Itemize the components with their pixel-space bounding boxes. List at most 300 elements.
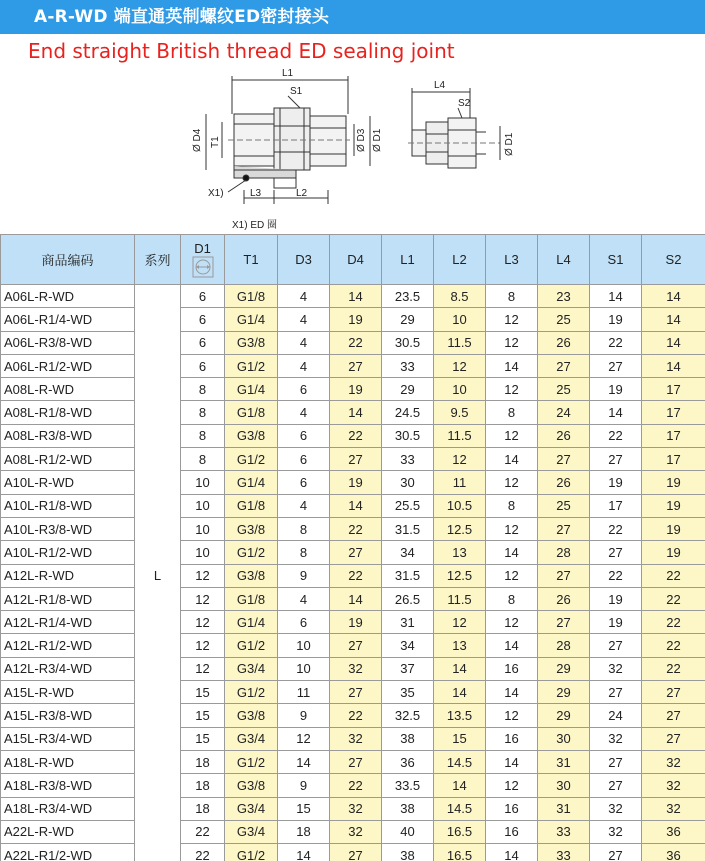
cell-d1: 18	[181, 797, 225, 820]
col-header-l2: L2	[434, 235, 486, 285]
cell-s2: 22	[642, 634, 705, 657]
cell-l1: 35	[382, 681, 434, 704]
cell-s2: 27	[642, 704, 705, 727]
cell-t1: G1/4	[225, 308, 278, 331]
cell-l3: 16	[486, 797, 538, 820]
col-header-d3: D3	[278, 235, 330, 285]
cell-d4: 19	[330, 611, 382, 634]
cell-l1: 40	[382, 820, 434, 843]
cell-s1: 22	[590, 517, 642, 540]
col-header-s2: S2	[642, 235, 705, 285]
cell-s2: 22	[642, 587, 705, 610]
cell-s2: 19	[642, 517, 705, 540]
cell-l3: 16	[486, 657, 538, 680]
cell-l1: 34	[382, 634, 434, 657]
cell-l3: 14	[486, 448, 538, 471]
cell-t1: G1/8	[225, 587, 278, 610]
cell-s1: 27	[590, 750, 642, 773]
cell-l4: 33	[538, 820, 590, 843]
table-row	[1, 844, 705, 861]
cell-s2: 17	[642, 378, 705, 401]
cell-d1: 6	[181, 331, 225, 354]
cell-l3: 12	[486, 704, 538, 727]
label-l3: L3	[250, 188, 262, 199]
cell-d1: 6	[181, 285, 225, 308]
table-row	[1, 774, 705, 797]
cell-l2: 14.5	[434, 797, 486, 820]
cell-l2: 12.5	[434, 517, 486, 540]
cell-d1: 15	[181, 704, 225, 727]
cell-s2: 27	[642, 727, 705, 750]
cell-d1: 22	[181, 820, 225, 843]
cell-d3: 6	[278, 448, 330, 471]
cell-s1: 22	[590, 331, 642, 354]
cell-t1: G3/8	[225, 564, 278, 587]
table-row	[1, 750, 705, 773]
cell-l1: 30.5	[382, 331, 434, 354]
cell-d3: 11	[278, 681, 330, 704]
cell-s2: 32	[642, 797, 705, 820]
tube-section-icon	[192, 256, 214, 278]
label-l4: L4	[434, 80, 446, 91]
cell-code: A12L-R3/4-WD	[1, 657, 135, 680]
cell-l3: 12	[486, 378, 538, 401]
col-header-code: 商品编码	[1, 235, 135, 285]
cell-d3: 6	[278, 611, 330, 634]
cell-l3: 16	[486, 820, 538, 843]
cell-t1: G3/4	[225, 657, 278, 680]
cell-l4: 27	[538, 517, 590, 540]
cell-l4: 29	[538, 657, 590, 680]
table-row	[1, 448, 705, 471]
cell-d3: 4	[278, 494, 330, 517]
cell-s1: 19	[590, 308, 642, 331]
cell-s1: 19	[590, 611, 642, 634]
label-d1-right: Ø D1	[504, 132, 515, 156]
cell-d4: 19	[330, 308, 382, 331]
cell-t1: G1/2	[225, 448, 278, 471]
cell-d3: 4	[278, 285, 330, 308]
cell-d1: 8	[181, 424, 225, 447]
cell-d3: 4	[278, 587, 330, 610]
cell-l4: 25	[538, 378, 590, 401]
cell-code: A08L-R1/8-WD	[1, 401, 135, 424]
table-row	[1, 704, 705, 727]
cell-s2: 14	[642, 354, 705, 377]
cell-code: A10L-R-WD	[1, 471, 135, 494]
cell-l3: 12	[486, 774, 538, 797]
cell-s1: 22	[590, 424, 642, 447]
cell-d4: 22	[330, 424, 382, 447]
table-row	[1, 820, 705, 843]
cell-s1: 32	[590, 727, 642, 750]
cell-t1: G1/4	[225, 471, 278, 494]
cell-l1: 33	[382, 448, 434, 471]
cell-l2: 14	[434, 681, 486, 704]
cell-l1: 33	[382, 354, 434, 377]
cell-s2: 32	[642, 774, 705, 797]
col-header-d1	[181, 235, 225, 285]
cell-t1: G3/4	[225, 797, 278, 820]
table-row	[1, 494, 705, 517]
cell-s1: 27	[590, 681, 642, 704]
cell-d3: 9	[278, 564, 330, 587]
cell-d1: 15	[181, 681, 225, 704]
cell-t1: G3/4	[225, 820, 278, 843]
cell-s2: 14	[642, 285, 705, 308]
table-row	[1, 401, 705, 424]
cell-l2: 11.5	[434, 587, 486, 610]
cell-code: A06L-R-WD	[1, 285, 135, 308]
cell-t1: G1/2	[225, 541, 278, 564]
cell-s1: 22	[590, 564, 642, 587]
cell-d3: 8	[278, 517, 330, 540]
cell-s2: 22	[642, 657, 705, 680]
cell-l3: 12	[486, 471, 538, 494]
label-s2: S2	[458, 98, 471, 109]
cell-code: A08L-R-WD	[1, 378, 135, 401]
cell-d3: 4	[278, 308, 330, 331]
col-header-d4: D4	[330, 235, 382, 285]
cell-t1: G1/8	[225, 401, 278, 424]
table-row	[1, 657, 705, 680]
cell-t1: G1/2	[225, 634, 278, 657]
cell-d1: 8	[181, 401, 225, 424]
table-row	[1, 354, 705, 377]
cell-code: A22L-R1/2-WD	[1, 844, 135, 861]
table-row	[1, 285, 705, 308]
cell-s2: 19	[642, 541, 705, 564]
cell-l2: 11	[434, 471, 486, 494]
table-row	[1, 308, 705, 331]
cell-d4: 14	[330, 587, 382, 610]
cell-l1: 38	[382, 844, 434, 861]
cell-d4: 19	[330, 378, 382, 401]
cell-l3: 14	[486, 681, 538, 704]
table-row	[1, 424, 705, 447]
label-l1: L1	[282, 68, 294, 79]
cell-d4: 32	[330, 820, 382, 843]
cell-t1: G3/8	[225, 331, 278, 354]
cell-s2: 19	[642, 494, 705, 517]
cell-l1: 30.5	[382, 424, 434, 447]
cell-s1: 27	[590, 354, 642, 377]
cell-l4: 31	[538, 797, 590, 820]
cell-l4: 25	[538, 308, 590, 331]
cell-l3: 14	[486, 354, 538, 377]
cell-d1: 12	[181, 564, 225, 587]
cell-l1: 37	[382, 657, 434, 680]
cell-s2: 36	[642, 820, 705, 843]
cell-l2: 11.5	[434, 331, 486, 354]
cell-code: A15L-R-WD	[1, 681, 135, 704]
col-header-t1: T1	[225, 235, 278, 285]
cell-t1: G3/8	[225, 774, 278, 797]
table-row	[1, 471, 705, 494]
cell-s1: 19	[590, 587, 642, 610]
cell-l1: 33.5	[382, 774, 434, 797]
table-row	[1, 587, 705, 610]
cell-code: A12L-R-WD	[1, 564, 135, 587]
table-row	[1, 564, 705, 587]
cell-t1: G3/4	[225, 727, 278, 750]
col-header-l3: L3	[486, 235, 538, 285]
cell-d4: 27	[330, 844, 382, 861]
cell-d4: 27	[330, 681, 382, 704]
cell-d4: 14	[330, 494, 382, 517]
spec-table	[0, 234, 705, 861]
cell-l1: 31	[382, 611, 434, 634]
cell-l1: 32.5	[382, 704, 434, 727]
cell-l3: 14	[486, 750, 538, 773]
table-body	[1, 285, 705, 861]
cell-l1: 36	[382, 750, 434, 773]
cell-d3: 6	[278, 471, 330, 494]
cell-code: A12L-R1/8-WD	[1, 587, 135, 610]
cell-d4: 19	[330, 471, 382, 494]
cell-d4: 22	[330, 704, 382, 727]
cell-t1: G3/8	[225, 704, 278, 727]
cell-d3: 15	[278, 797, 330, 820]
cell-code: A18L-R3/8-WD	[1, 774, 135, 797]
cell-s2: 19	[642, 471, 705, 494]
cell-code: A18L-R3/4-WD	[1, 797, 135, 820]
cell-l4: 26	[538, 424, 590, 447]
cell-code: A08L-R1/2-WD	[1, 448, 135, 471]
cell-d3: 4	[278, 401, 330, 424]
cell-d1: 12	[181, 611, 225, 634]
cell-l1: 24.5	[382, 401, 434, 424]
cell-l3: 8	[486, 285, 538, 308]
cell-l4: 26	[538, 471, 590, 494]
table-row	[1, 727, 705, 750]
cell-code: A10L-R3/8-WD	[1, 517, 135, 540]
table-row	[1, 797, 705, 820]
cell-l1: 31.5	[382, 564, 434, 587]
cell-d4: 32	[330, 797, 382, 820]
cell-d4: 14	[330, 401, 382, 424]
cell-code: A06L-R3/8-WD	[1, 331, 135, 354]
table-header-row	[1, 235, 705, 285]
cell-code: A12L-R1/2-WD	[1, 634, 135, 657]
cell-d4: 27	[330, 448, 382, 471]
cell-l2: 10	[434, 308, 486, 331]
cell-d1: 18	[181, 774, 225, 797]
cell-l2: 9.5	[434, 401, 486, 424]
cell-s2: 17	[642, 401, 705, 424]
cell-l2: 8.5	[434, 285, 486, 308]
col-header-d1-label: D1	[194, 240, 211, 256]
cell-l1: 30	[382, 471, 434, 494]
col-header-series: 系列	[135, 235, 181, 285]
cell-d4: 22	[330, 774, 382, 797]
cell-s2: 17	[642, 448, 705, 471]
page-title: A-R-WD 端直通英制螺纹ED密封接头	[0, 0, 705, 34]
cell-l3: 8	[486, 587, 538, 610]
label-t1: T1	[210, 136, 221, 148]
cell-l3: 12	[486, 331, 538, 354]
cell-s1: 27	[590, 844, 642, 861]
cell-l2: 10.5	[434, 494, 486, 517]
cell-t1: G1/8	[225, 494, 278, 517]
cell-d3: 18	[278, 820, 330, 843]
cell-d4: 27	[330, 634, 382, 657]
cell-d4: 27	[330, 541, 382, 564]
cell-d3: 14	[278, 750, 330, 773]
cell-d1: 18	[181, 750, 225, 773]
cell-code: A12L-R1/4-WD	[1, 611, 135, 634]
cell-s1: 24	[590, 704, 642, 727]
label-x1: X1)	[208, 188, 224, 199]
cell-l2: 11.5	[434, 424, 486, 447]
cell-l1: 38	[382, 797, 434, 820]
cell-l3: 16	[486, 727, 538, 750]
cell-code: A06L-R1/2-WD	[1, 354, 135, 377]
cell-d4: 32	[330, 657, 382, 680]
cell-code: A06L-R1/4-WD	[1, 308, 135, 331]
cell-d3: 6	[278, 378, 330, 401]
cell-s1: 19	[590, 471, 642, 494]
cell-d3: 10	[278, 634, 330, 657]
cell-d1: 8	[181, 378, 225, 401]
cell-s1: 17	[590, 494, 642, 517]
table-row	[1, 517, 705, 540]
table-row	[1, 331, 705, 354]
cell-l2: 12	[434, 448, 486, 471]
cell-t1: G1/2	[225, 681, 278, 704]
cell-s1: 19	[590, 378, 642, 401]
cell-l4: 28	[538, 541, 590, 564]
cell-l3: 8	[486, 401, 538, 424]
cell-s2: 14	[642, 308, 705, 331]
cell-code: A10L-R1/8-WD	[1, 494, 135, 517]
cell-d1: 10	[181, 541, 225, 564]
cell-l2: 16.5	[434, 844, 486, 861]
cell-l4: 25	[538, 494, 590, 517]
cell-l4: 27	[538, 611, 590, 634]
cell-l3: 12	[486, 611, 538, 634]
cell-l4: 26	[538, 587, 590, 610]
cell-d3: 4	[278, 331, 330, 354]
cell-d4: 32	[330, 727, 382, 750]
cell-l2: 15	[434, 727, 486, 750]
cell-l4: 27	[538, 354, 590, 377]
cell-code: A10L-R1/2-WD	[1, 541, 135, 564]
cell-l4: 28	[538, 634, 590, 657]
cell-d1: 10	[181, 494, 225, 517]
cell-d3: 4	[278, 354, 330, 377]
cell-l4: 29	[538, 704, 590, 727]
cell-d4: 22	[330, 517, 382, 540]
cell-d1: 8	[181, 448, 225, 471]
cell-l2: 12	[434, 354, 486, 377]
cell-t1: G1/2	[225, 750, 278, 773]
cell-t1: G1/4	[225, 611, 278, 634]
drawing-caption: X1) ED 圈	[232, 220, 278, 231]
label-s1: S1	[290, 86, 303, 97]
cell-d3: 9	[278, 704, 330, 727]
cell-l3: 8	[486, 494, 538, 517]
cell-d1: 12	[181, 634, 225, 657]
cell-l4: 24	[538, 401, 590, 424]
cell-l1: 25.5	[382, 494, 434, 517]
cell-s2: 36	[642, 844, 705, 861]
cell-d3: 9	[278, 774, 330, 797]
cell-l1: 26.5	[382, 587, 434, 610]
cell-l4: 31	[538, 750, 590, 773]
cell-l4: 27	[538, 448, 590, 471]
cell-d3: 6	[278, 424, 330, 447]
cell-l3: 12	[486, 308, 538, 331]
cell-l1: 34	[382, 541, 434, 564]
cell-l1: 29	[382, 378, 434, 401]
cell-l2: 12	[434, 611, 486, 634]
cell-code: A22L-R-WD	[1, 820, 135, 843]
cell-d4: 14	[330, 285, 382, 308]
cell-d1: 22	[181, 844, 225, 861]
cell-d4: 22	[330, 331, 382, 354]
page-subtitle: End straight British thread ED sealing joint	[28, 39, 455, 63]
cell-code: A08L-R3/8-WD	[1, 424, 135, 447]
cell-d1: 10	[181, 471, 225, 494]
cell-l3: 12	[486, 517, 538, 540]
cell-l4: 33	[538, 844, 590, 861]
cell-d1: 6	[181, 354, 225, 377]
cell-l1: 23.5	[382, 285, 434, 308]
cell-d4: 22	[330, 564, 382, 587]
cell-l3: 14	[486, 844, 538, 861]
cell-s1: 32	[590, 657, 642, 680]
cell-s2: 22	[642, 611, 705, 634]
cell-d1: 12	[181, 657, 225, 680]
cell-l3: 14	[486, 634, 538, 657]
cell-d3: 8	[278, 541, 330, 564]
cell-l4: 27	[538, 564, 590, 587]
col-header-s1: S1	[590, 235, 642, 285]
cell-s2: 27	[642, 681, 705, 704]
cell-l2: 10	[434, 378, 486, 401]
table-row	[1, 634, 705, 657]
col-header-l1: L1	[382, 235, 434, 285]
cell-l2: 14.5	[434, 750, 486, 773]
cell-l4: 23	[538, 285, 590, 308]
table-row	[1, 681, 705, 704]
cell-code: A18L-R-WD	[1, 750, 135, 773]
cell-l4: 30	[538, 727, 590, 750]
cell-l4: 26	[538, 331, 590, 354]
cell-s1: 27	[590, 448, 642, 471]
cell-l2: 12.5	[434, 564, 486, 587]
cell-d1: 12	[181, 587, 225, 610]
cell-l3: 14	[486, 541, 538, 564]
label-d1-left: Ø D1	[372, 128, 383, 152]
cell-l2: 13	[434, 541, 486, 564]
cell-d3: 10	[278, 657, 330, 680]
cell-t1: G3/8	[225, 424, 278, 447]
cell-series: L	[135, 285, 181, 861]
cell-l3: 12	[486, 424, 538, 447]
cell-d4: 27	[330, 354, 382, 377]
cell-s1: 32	[590, 797, 642, 820]
cell-s2: 22	[642, 564, 705, 587]
cell-d1: 10	[181, 517, 225, 540]
cell-s1: 14	[590, 401, 642, 424]
table-row	[1, 541, 705, 564]
cell-t1: G1/2	[225, 354, 278, 377]
cell-s2: 32	[642, 750, 705, 773]
cell-d4: 27	[330, 750, 382, 773]
cell-t1: G3/8	[225, 517, 278, 540]
